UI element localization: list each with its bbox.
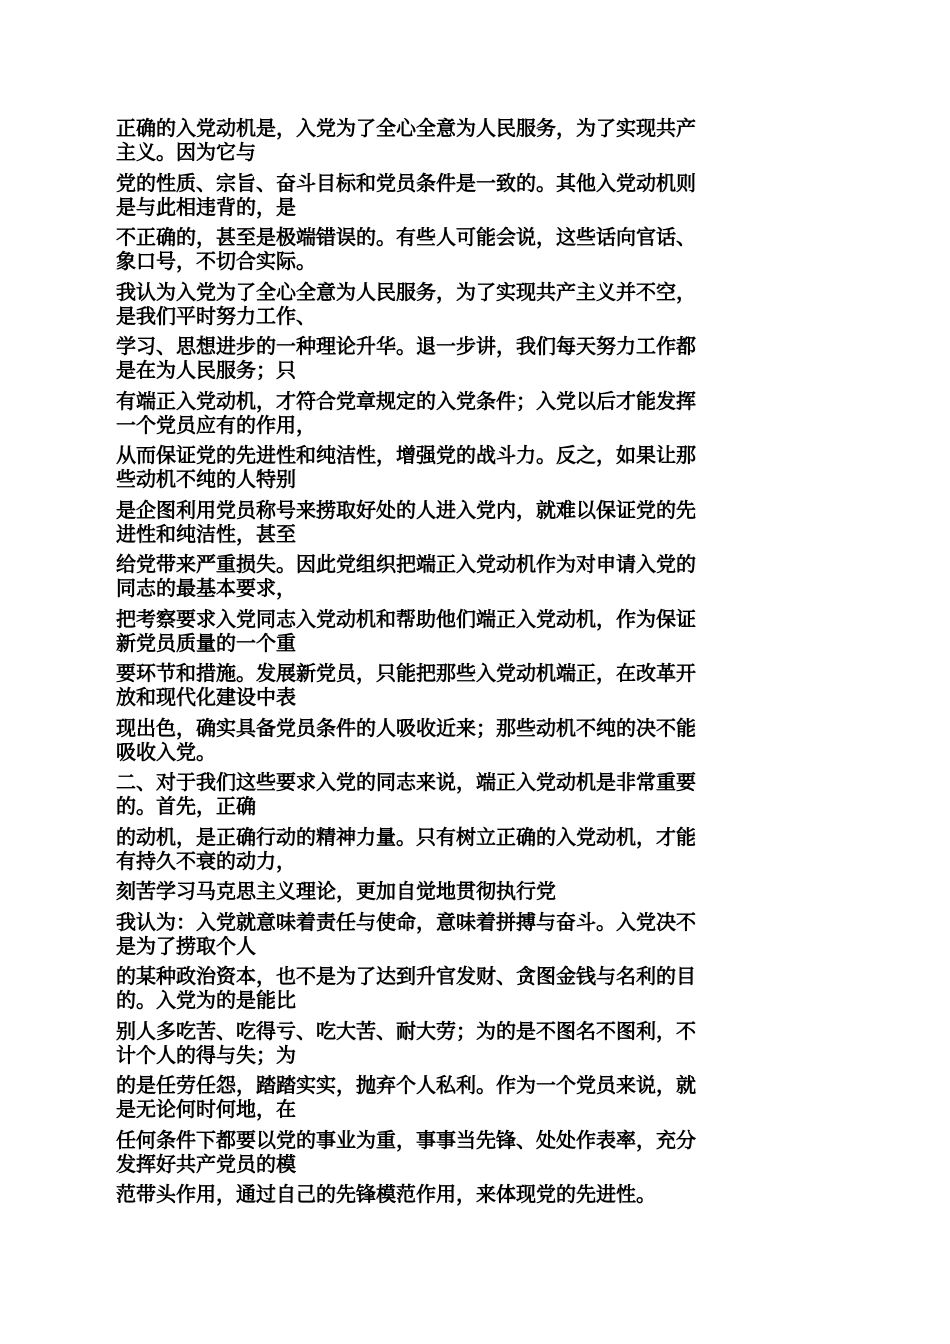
text-line: 学习、思想进步的一种理论升华。退一步讲，我们每天努力工作都 <box>116 334 696 358</box>
paragraph <box>116 964 828 1012</box>
text-line: 给党带来严重损失。因此党组织把端正入党动机作为对申请入党的 <box>116 552 696 576</box>
paragraph <box>116 389 828 437</box>
paragraph <box>116 225 828 273</box>
text-line: 的是任劳任怨，踏踏实实，抛弃个人私利。作为一个党员来说，就 <box>116 1073 696 1097</box>
text-line: 我认为：入党就意味着责任与使命，意味着拼搏与奋斗。入党决不 <box>116 909 696 934</box>
text-line: 计个人的得与失；为 <box>116 1042 296 1067</box>
text-line: 的某种政治资本，也不是为了达到升官发财、贪图金钱与名利的目 <box>116 964 696 988</box>
text-line: 主义。因为它与 <box>116 140 256 164</box>
text-line: 一个党员应有的作用， <box>116 412 316 437</box>
paragraph <box>116 116 828 164</box>
paragraph <box>116 280 828 328</box>
text-line: 同志的最基本要求， <box>116 576 296 600</box>
document-page <box>116 116 828 1213</box>
text-line: 吸收入党。 <box>116 739 216 764</box>
text-line: 些动机不纯的人特别 <box>116 467 296 491</box>
text-line: 党的性质、宗旨、奋斗目标和党员条件是一致的。其他入党动机则 <box>116 170 696 195</box>
paragraph <box>116 607 828 655</box>
text-line: 的动机，是正确行动的精神力量。只有树立正确的入党动机，才能 <box>116 824 696 849</box>
text-line: 是为了捞取个人 <box>116 933 256 958</box>
text-line: 放和现代化建设中表 <box>116 685 296 709</box>
text-line: 是与此相违背的，是 <box>116 194 296 219</box>
paragraph <box>116 716 828 764</box>
text-line: 不正确的，甚至是极端错误的。有些人可能会说，这些话向官话、 <box>116 225 696 249</box>
text-line: 的。首先，正确 <box>116 794 256 818</box>
text-line: 别人多吃苦、吃得亏、吃大苦、耐大劳；为的是不图名不图利，不 <box>116 1018 696 1043</box>
paragraph <box>116 1019 828 1067</box>
paragraph <box>116 825 828 873</box>
paragraph <box>116 498 828 546</box>
text-line: 刻苦学习马克思主义理论，更加自觉地贯彻执行党 <box>116 879 556 903</box>
text-line: 发挥好共产党员的模 <box>116 1151 296 1176</box>
text-line: 象口号，不切合实际。 <box>116 249 316 273</box>
text-line: 从而保证党的先进性和纯洁性，增强党的战斗力。反之，如果让那 <box>116 443 696 467</box>
text-line: 我认为入党为了全心全意为人民服务，为了实现共产主义并不空， <box>116 279 696 304</box>
paragraph <box>116 661 828 709</box>
text-line: 正确的入党动机是，入党为了全心全意为人民服务，为了实现共产 <box>116 116 696 140</box>
text-line: 把考察要求入党同志入党动机和帮助他们端正入党动机，作为保证 <box>116 606 696 631</box>
paragraph <box>116 552 828 600</box>
paragraph <box>116 1182 828 1206</box>
paragraph <box>116 879 828 903</box>
paragraph <box>116 171 828 219</box>
text-line: 进性和纯洁性，甚至 <box>116 521 296 546</box>
text-line: 是我们平时努力工作、 <box>116 303 316 328</box>
text-line: 现出色，确实具备党员条件的人吸收近来；那些动机不纯的决不能 <box>116 715 696 740</box>
paragraph <box>116 334 828 382</box>
text-line: 范带头作用，通过自己的先锋模范作用，来体现党的先进性。 <box>116 1182 656 1206</box>
text-line: 要环节和措施。发展新党员，只能把那些入党动机端正，在改革开 <box>116 661 696 685</box>
text-line: 是无论何时何地，在 <box>116 1097 296 1121</box>
paragraph <box>116 443 828 491</box>
paragraph <box>116 1128 828 1176</box>
paragraph <box>116 770 828 818</box>
paragraph <box>116 1073 828 1121</box>
text-line: 的。入党为的是能比 <box>116 988 296 1012</box>
text-line: 新党员质量的一个重 <box>116 630 296 655</box>
paragraph <box>116 910 828 958</box>
text-line: 有持久不衰的动力， <box>116 848 296 873</box>
text-line: 二、对于我们这些要求入党的同志来说，端正入党动机是非常重要 <box>116 770 696 794</box>
text-line: 有端正入党动机，才符合党章规定的入党条件；入党以后才能发挥 <box>116 388 696 413</box>
text-line: 是在为人民服务；只 <box>116 358 296 382</box>
text-line: 任何条件下都要以党的事业为重，事事当先锋、处处作表率，充分 <box>116 1127 696 1152</box>
text-line: 是企图利用党员称号来捞取好处的人进入党内，就难以保证党的先 <box>116 497 696 522</box>
